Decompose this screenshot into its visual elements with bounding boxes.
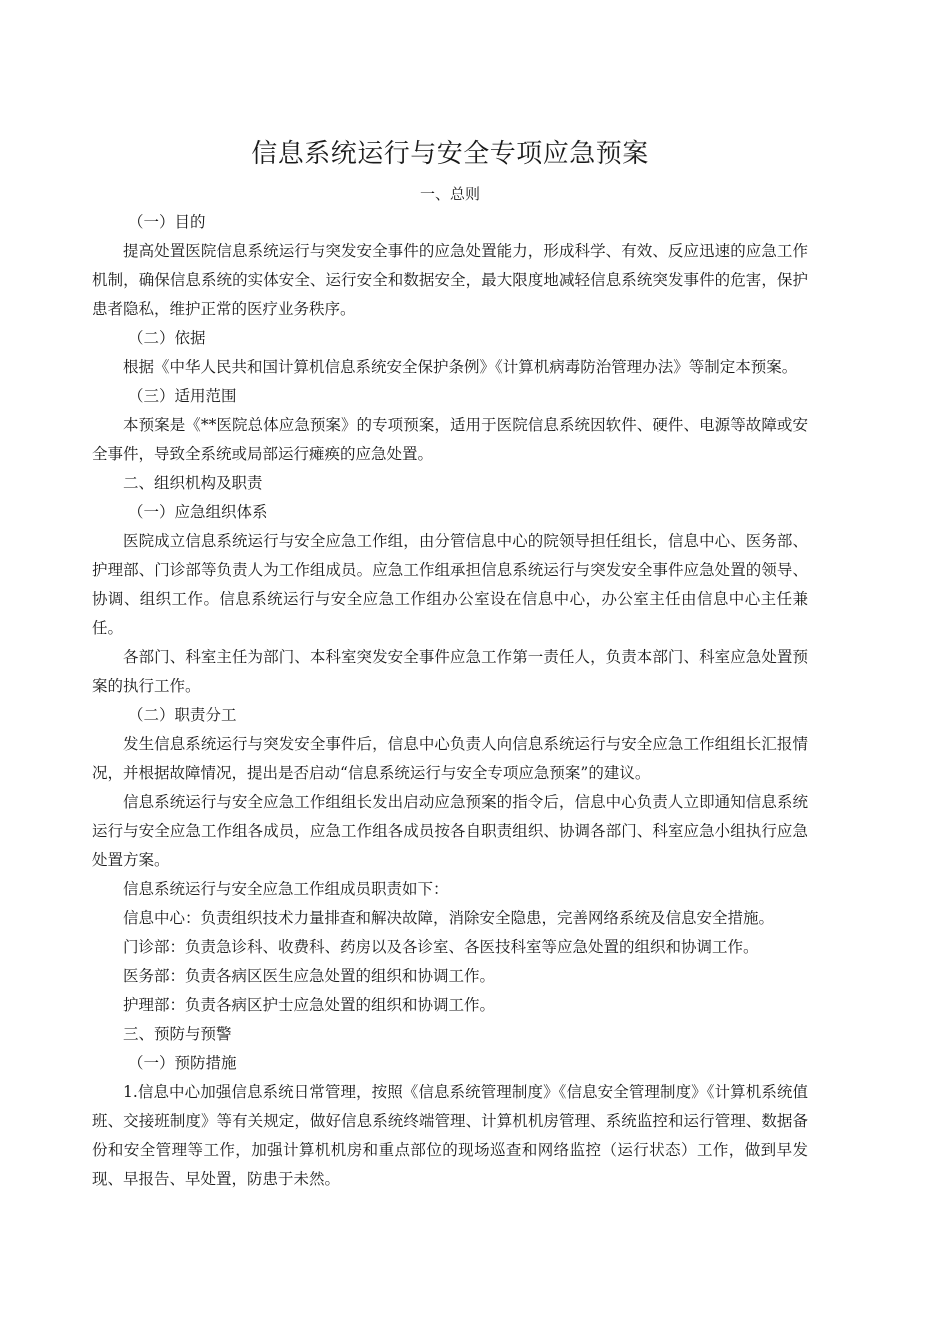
scope-heading: （三）适用范围 (128, 387, 237, 405)
prevent-item-1: 1.信息中心加强信息系统日常管理，按照《信息系统管理制度》《信息安全管理制度》《计算机系统值班、交接班制度》等有关规定，做好信息系统终端管理、计算机机房管理、系统监控和运行管理、数据备份和安全管理等工作，加强计算机机房和重点部位的现场巡查和网络监控（运行状态）工作，做到早发现、早报告、早处置，防患于未然。 (92, 1083, 808, 1188)
purpose-paragraph: 提高处置医院信息系统运行与突发安全事件的应急处置能力，形成科学、有效、反应迅速的应急工作机制，确保信息系统的实体安全、运行安全和数据安全，最大限度地减轻信息系统突发事件的危害，保护患者隐私，维护正常的医疗业务秩序。 (92, 242, 808, 318)
org-system-heading: （一）应急组织体系 (128, 503, 268, 521)
section-1-heading: 一、总则 (419, 185, 480, 203)
duty-paragraph-1: 发生信息系统运行与突发安全事件后，信息中心负责人向信息系统运行与安全应急工作组组长汇报情况，并根据故障情况，提出是否启动“信息系统运行与安全专项应急预案”的建议。 (92, 735, 808, 782)
duty-medical: 医务部：负责各病区医生应急处置的组织和协调工作。 (123, 967, 496, 985)
duty-info-center: 信息中心：负责组织技术力量排查和解决故障，消除安全隐患，完善网络系统及信息安全措施。 (123, 909, 775, 927)
duty-heading: （二）职责分工 (128, 706, 237, 724)
prevent-heading: （一）预防措施 (128, 1054, 237, 1072)
org-system-paragraph-1: 医院成立信息系统运行与安全应急工作组，由分管信息中心的院领导担任组长，信息中心、医务部、护理部、门诊部等负责人为工作组成员。应急工作组承担信息系统运行与突发安全事件应急处置的领导、协调、组织工作。信息系统运行与安全应急工作组办公室设在信息中心，办公室主任由信息中心主任兼任。 (92, 532, 808, 637)
document-title: 信息系统运行与安全专项应急预案 (251, 139, 649, 169)
basis-heading: （二）依据 (128, 329, 206, 347)
scope-paragraph: 本预案是《**医院总体应急预案》的专项预案，适用于医院信息系统因软件、硬件、电源等故障或安全事件，导致全系统或局部运行瘫痪的应急处置。 (92, 416, 808, 463)
basis-paragraph: 根据《中华人民共和国计算机信息系统安全保护条例》《计算机病毒防治管理办法》等制定本预案。 (123, 358, 798, 376)
purpose-heading: （一）目的 (128, 213, 206, 231)
duty-outpatient: 门诊部：负责急诊科、收费科、药房以及各诊室、各医技科室等应急处置的组织和协调工作。 (123, 938, 759, 956)
duty-nursing: 护理部：负责各病区护士应急处置的组织和协调工作。 (123, 996, 496, 1014)
duty-paragraph-2: 信息系统运行与安全应急工作组组长发出启动应急预案的指令后，信息中心负责人立即通知信息系统运行与安全应急工作组各成员，应急工作组各成员按各自职责组织、协调各部门、科室应急小组执行应急处置方案。 (92, 793, 808, 869)
org-system-paragraph-2: 各部门、科室主任为部门、本科室突发安全事件应急工作第一责任人，负责本部门、科室应急处置预案的执行工作。 (92, 648, 808, 695)
document-body (92, 136, 808, 1194)
duty-paragraph-3: 信息系统运行与安全应急工作组成员职责如下： (123, 880, 449, 898)
section-3-heading: 三、预防与预警 (123, 1025, 232, 1043)
section-2-heading: 二、组织机构及职责 (123, 474, 263, 492)
